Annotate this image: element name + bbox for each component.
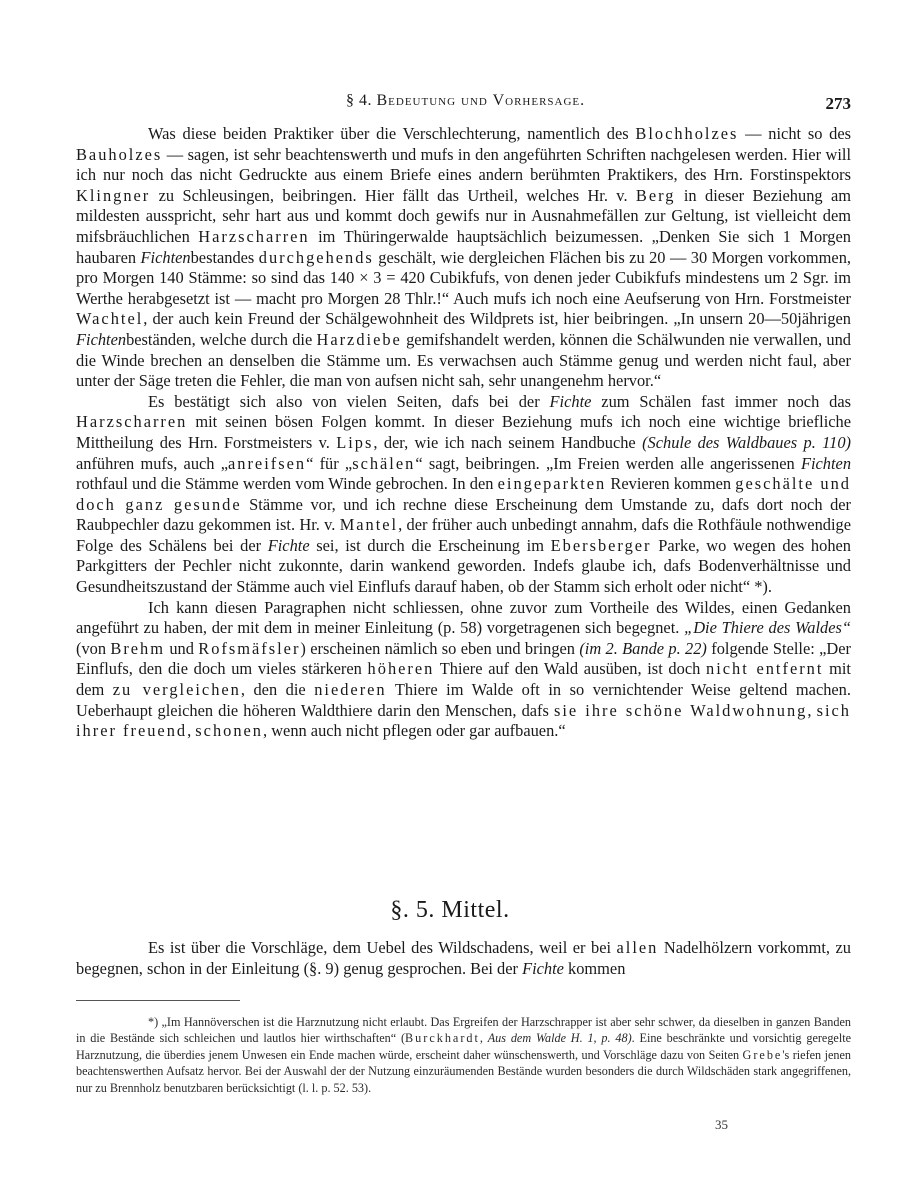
spaced-emphasis: Harzdiebe: [316, 329, 402, 349]
spaced-emphasis: nicht entfernt: [706, 659, 824, 679]
text-run: folgende Stelle: „Der Einflufs, den die doch um vieles stärkeren: [76, 638, 851, 679]
text-run: ) erscheinen nämlich so eben und bringen: [300, 638, 580, 658]
main-text: [76, 124, 851, 742]
text-run: Thiere auf den Wald ausüben, ist doch: [434, 659, 706, 679]
text-run: — sagen, ist sehr beachtenswerth und mufs in den angeführten Schriften nachgelesen werden. Hier will ich nur noch das nicht Gedruckte aus einem Briefe eines andern berühmten Praktikers, des Hrn. Forstinspektors: [76, 144, 851, 185]
footnote: [76, 1014, 851, 1096]
text-run: Was diese beiden Praktiker über die Verschlechterung, namentlich des: [148, 124, 636, 143]
spaced-emphasis: Blochholzes: [635, 124, 739, 143]
italic-emphasis: (im 2. Bande p. 22): [579, 638, 707, 658]
text-run: anführen mufs, auch „: [76, 453, 228, 473]
text-run: — nicht so des: [738, 124, 852, 143]
section-mark: § 4.: [346, 92, 372, 109]
text-run: ,: [187, 721, 196, 741]
text-run: Stämme vor, und ich rechne diese Erscheinung dem Umstande zu, dafs dort noch der Raubpechler dazu gekommen ist. Hr. v.: [76, 494, 851, 535]
spaced-emphasis: Harzscharren: [76, 412, 188, 432]
text-run: Es ist über die Vorschläge, dem Uebel des Wildschadens, weil er bei: [148, 938, 617, 957]
text-run: *) „Im Hannöverschen ist die Harznutzung nicht erlaubt. Das Ergreifen der Harzschrapper ist aber sehr schwer, da dieselben in ganzen Banden in die Bestände sich schleichen und lautlos hier wirthschaften“ (: [76, 1015, 851, 1046]
text-run: kommen: [563, 959, 626, 978]
text-run: Thiere im Walde oft in so vernichtender Weise geltend machen. Ueberhaupt gleichen die höheren Waldthiere darin den Menschen, dafs: [76, 680, 851, 720]
spaced-emphasis: schälen: [352, 453, 416, 473]
italic-emphasis: Fichten: [76, 329, 127, 349]
paragraph: [76, 392, 851, 598]
text-run: im Thüringerwalde hauptsächlich beizumessen. „Denken Sie sich 1 Morgen haubaren: [76, 226, 851, 267]
text-run: , der, wie ich nach seinem Handbuche: [373, 432, 643, 452]
spaced-emphasis: Wachtel: [76, 309, 144, 329]
text-run: zum Schälen fast immer noch das: [591, 391, 851, 411]
running-head-title: [346, 92, 585, 110]
text-run: “ sagt, beibringen. „Im Freien werden alle angerissenen: [415, 453, 801, 473]
text-run: Ich kann diesen Paragraphen nicht schliessen, ohne zuvor zum Vortheile des Wildes, einen Gedanken angeführt zu haben, der mit dem in meiner Einleitung (p. 58) vorgetragenen sich begegnet.: [76, 597, 851, 638]
text-run: Es bestätigt sich also von vielen Seiten, dafs bei der: [148, 391, 550, 411]
italic-emphasis: Fichte: [549, 391, 592, 411]
text-run: ,: [479, 1031, 488, 1046]
paragraph: [76, 598, 851, 742]
italic-emphasis: Fichten: [800, 453, 852, 473]
italic-emphasis: „Die Thiere des Waldes“: [684, 618, 851, 638]
paragraph: [76, 937, 851, 979]
chapter-title: Bedeutung und Vorhersage.: [376, 92, 586, 109]
spaced-emphasis: Rofsmäfsler: [198, 638, 301, 658]
spaced-emphasis: Brehm: [110, 638, 166, 658]
spaced-emphasis: sie ihre schöne Waldwohnung: [553, 700, 808, 720]
text-run: Parke, wo wegen des hohen Parkgitters der Pechler nicht zukonnte, darin wankend geworden. Indefs glaube ich, dafs Bodenverhältnisse und Gesundheitszustand der Stämme auch viel Einflufs darauf haben, ob der Stamm sich erholt oder nicht“ *).: [76, 535, 851, 597]
text-run: . Eine beschränkte und vorsichtig geregelte Harznutzung, die überdies jenem Unwesen ein Ende machen würde, erscheint daher wünschenswerth, und Vorschläge dazu von Seiten: [76, 1031, 852, 1062]
spaced-emphasis: niederen: [314, 680, 387, 700]
spaced-emphasis: sich ihrer freuend: [76, 700, 851, 741]
text-run: 's riefen jenen beachtenswerthen Aufsatz hervor. Bei der Auswahl der der Nutzung einzuräumenden Bestände wurden besonders die durch Wildschäden stark angegriffenen, nur zu Brennholz benutzbaren berücksichtigt (l. l. p. 52. 53).: [76, 1047, 851, 1095]
spaced-emphasis: anreifsen: [228, 453, 307, 473]
page-number: 273: [825, 94, 851, 113]
spaced-emphasis: höheren: [367, 659, 435, 679]
text-run: in dieser Beziehung am mildesten ausspricht, sehr hart aus und kommt doch gewifs nur in Ausnahmefällen zur Geltung, ist vielleicht dem mifsbräuchlichen: [76, 185, 851, 246]
italic-emphasis: Fichte: [267, 535, 310, 555]
spaced-emphasis: eingeparkten: [497, 474, 607, 494]
text-run: “ für „: [306, 453, 353, 473]
text-run: beständen, welche durch die: [126, 329, 317, 349]
spaced-emphasis: zu vergleichen: [112, 680, 241, 700]
text-run: geschält, wie dergleichen Flächen bis zu 20 — 30 Morgen vorkommen, pro Morgen 140 Stämme: so sind das 140 × 3 = 420 Cubikfufs, von denen jeder Cubikfufs mindestens um 2 Sgr. im Werthe herabgesetzt ist — macht pro Morgen 28 Thlr.!“ Auch mufs ich noch eine Aeufserung von Hrn. Forstmeister: [76, 247, 851, 308]
signature-mark: 35: [715, 1117, 728, 1132]
italic-emphasis: Aus dem Walde H. 1, p. 48): [487, 1031, 632, 1046]
spaced-emphasis: Klingner: [76, 185, 151, 205]
section-text: [76, 937, 851, 979]
spaced-emphasis: Burckhardt: [405, 1031, 480, 1046]
text-run: mit seinen bösen Folgen kommt. In dieser Beziehung mufs ich noch eine wichtige briefliche Mittheilung des Hrn. Forstmeisters v.: [76, 412, 851, 452]
text-run: , der früher auch unbedingt annahm, dafs die Rothfäule nothwendige Folge des Schälens bei der: [76, 515, 851, 555]
spaced-emphasis: Ebersberger: [550, 535, 652, 555]
italic-emphasis: Fichte: [522, 959, 564, 978]
spaced-emphasis: Harzscharren: [198, 226, 310, 246]
section-heading: §. 5. Mittel.: [390, 897, 510, 923]
text-run: sei, ist durch die Erscheinung im: [309, 535, 551, 555]
italic-emphasis: (Schule des Waldbaues p. 110): [642, 432, 851, 452]
spaced-emphasis: Grebe: [742, 1047, 783, 1062]
text-run: Revieren kommen: [606, 474, 736, 494]
text-run: , den die: [240, 680, 315, 700]
text-run: (von: [76, 638, 111, 658]
text-run: gemifshandelt werden, können die Schälwunden nie verwallen, und die Winde brechen an denselben die Stämme um. Es verwachsen auch Stämme genug und werden nicht faul, aber unter der Säge treten die Fehler, die man von aufsen nicht sah, sehr unangenehm hervor.“: [76, 329, 851, 391]
text-run: ,: [807, 700, 817, 720]
italic-emphasis: Fichten: [140, 247, 191, 267]
text-run: rothfaul und die Stämme werden vom Winde gebrochen. In den: [76, 474, 498, 494]
spaced-emphasis: allen: [616, 938, 659, 957]
spaced-emphasis: schonen: [195, 721, 264, 741]
text-run: bestandes: [190, 247, 259, 267]
spaced-emphasis: Lips: [336, 432, 374, 452]
spaced-emphasis: geschälte und doch ganz gesunde: [76, 474, 851, 514]
text-run: mit dem: [76, 659, 851, 700]
spaced-emphasis: Berg: [635, 185, 676, 205]
text-run: , wenn auch nicht pflegen oder gar aufbauen.“: [263, 721, 566, 741]
spaced-emphasis: Mantel: [339, 515, 399, 535]
spaced-emphasis: Bauholzes: [76, 144, 163, 164]
text-run: zu Schleusingen, beibringen. Hier fällt das Urtheil, welches Hr. v.: [150, 185, 636, 205]
footnote-rule: [76, 1000, 240, 1001]
text-run: Nadelhölzern vorkommt, zu begegnen, schon in der Einleitung (§. 9) genug gesprochen. Bei der: [76, 938, 851, 978]
spaced-emphasis: durchgehends: [258, 247, 374, 267]
text-run: und: [165, 638, 199, 658]
paragraph: [76, 124, 851, 392]
footnote-text: [76, 1014, 851, 1096]
running-head: [76, 92, 851, 118]
text-run: , der auch kein Freund der Schälgewohnheit des Wildprets ist, hier beibringen. „In unsern 20—50jährigen: [143, 309, 851, 329]
